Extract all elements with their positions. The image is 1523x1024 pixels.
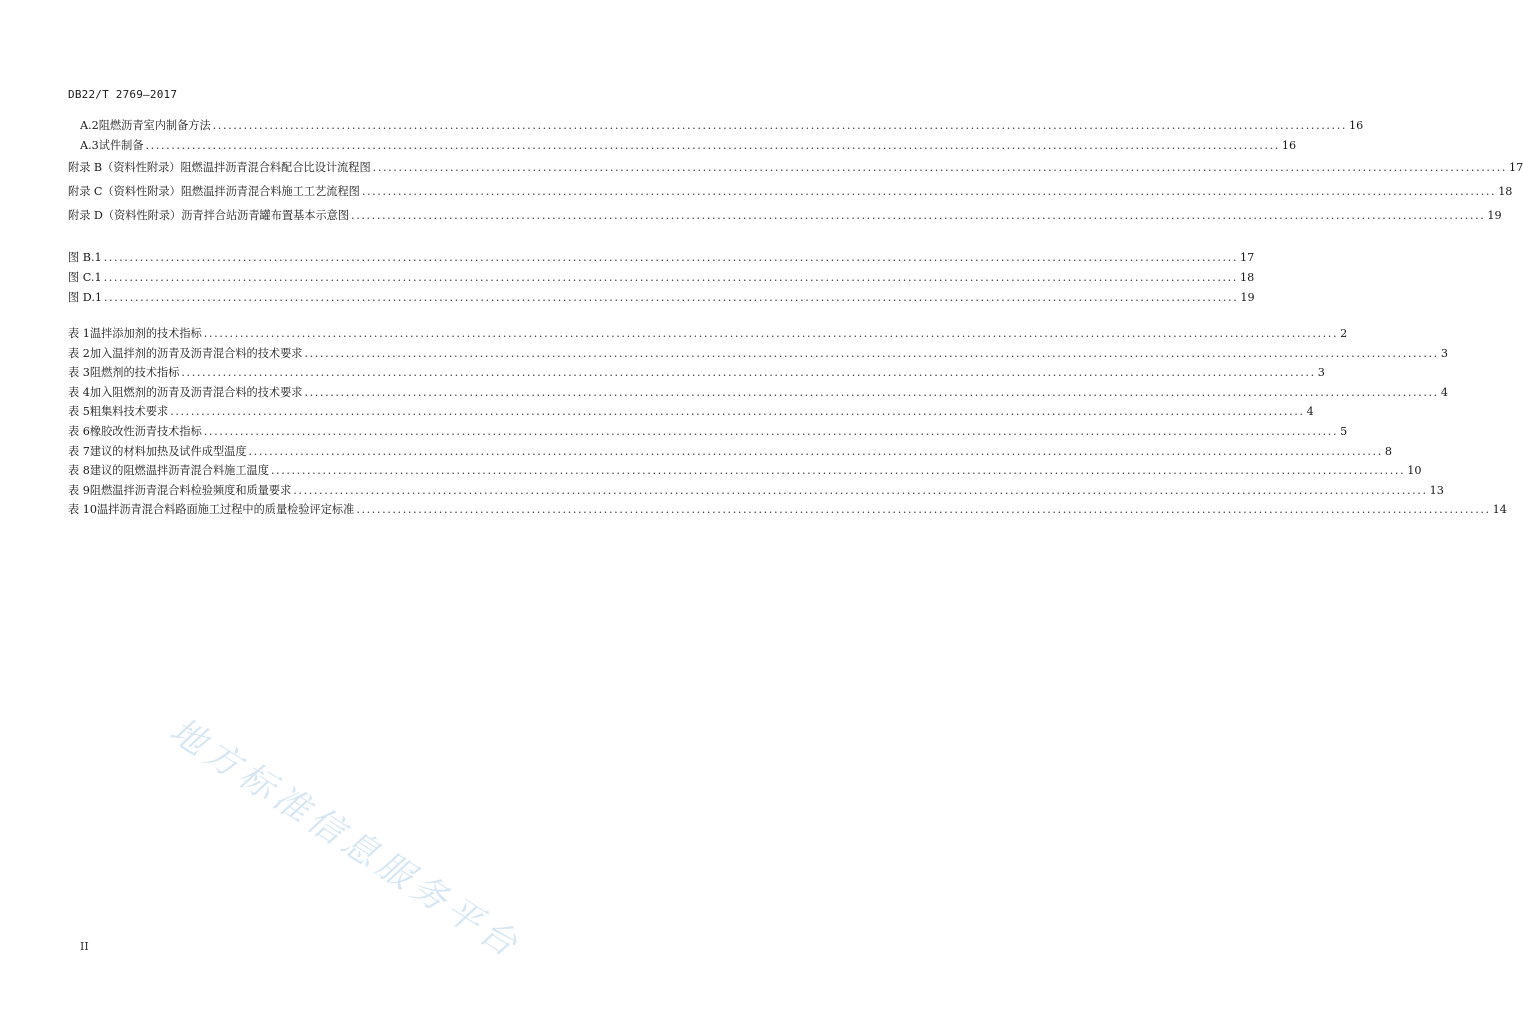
toc-leader-dots: ............................................................................................................................................................................................................................ [270, 464, 1406, 477]
toc-leader-dots: ............................................................................................................................................................................................................................ [304, 386, 1439, 399]
toc-entry[interactable] [68, 208, 1502, 224]
toc-entry-page: 8 [1384, 445, 1392, 458]
table-entry[interactable] [68, 424, 1348, 440]
toc-leader-dots: ............................................................................................................................................................................................................................ [293, 484, 1428, 497]
toc-entry-title: 沥青拌合站沥青罐布置基本示意图 [181, 209, 350, 222]
toc-entry-page: 13 [1429, 484, 1444, 497]
toc-leader-dots: ............................................................................................................................................................................................................................ [103, 251, 1238, 264]
toc-entry-page: 4 [1440, 386, 1448, 399]
figure-entry[interactable] [68, 270, 1255, 286]
toc-leader-dots: ............................................................................................................................................................................................................................ [248, 445, 1383, 458]
toc-entry[interactable] [68, 184, 1513, 200]
table-entry[interactable] [68, 326, 1348, 342]
toc-entry-page: 18 [1239, 271, 1255, 284]
page-number: II [80, 940, 89, 953]
toc-entry-title: 阻燃沥青室内制备方法 [98, 119, 211, 132]
toc-entry-label: 图 D.1 [68, 291, 102, 304]
toc-entry-label: 表 9 [68, 484, 90, 497]
toc-entry-page: 14 [1492, 503, 1507, 516]
toc-entry-page: 18 [1498, 185, 1513, 198]
toc-entry-title: 阻燃温拌沥青混合料检验频度和质量要求 [89, 484, 292, 497]
toc-entry-label: 表 1 [68, 327, 90, 340]
toc-entry-label: 表 10 [68, 503, 97, 516]
toc-entry[interactable] [80, 118, 1364, 134]
toc-entry-title: 温拌添加剂的技术指标 [89, 327, 202, 340]
toc-entry-title: 阻燃温拌沥青混合料配合比设计流程图 [180, 161, 371, 174]
figure-entry[interactable] [68, 250, 1255, 266]
toc-entry[interactable] [80, 138, 1297, 154]
toc-entry-page: 4 [1306, 405, 1314, 418]
toc-entry-page: 19 [1487, 209, 1502, 222]
toc-entry-label: 表 2 [68, 347, 90, 360]
toc-leader-dots: ............................................................................................................................................................................................................................ [356, 503, 1491, 516]
toc-entry-title: 阻燃温拌沥青混合料施工工艺流程图 [180, 185, 360, 198]
document-code: DB22/T 2769—2017 [68, 88, 178, 101]
toc-entry-page: 16 [1281, 139, 1297, 152]
toc-leader-dots: ............................................................................................................................................................................................................................ [361, 185, 1497, 198]
table-entry[interactable] [68, 365, 1325, 381]
toc-entry-label: 附录 D（资料性附录） [68, 209, 182, 222]
toc-leader-dots: ............................................................................................................................................................................................................................ [104, 291, 1239, 304]
toc-entry[interactable] [68, 160, 1523, 176]
toc-entry-page: 3 [1440, 347, 1448, 360]
toc-entry-page: 5 [1340, 425, 1348, 438]
toc-entry-label: 图 B.1 [68, 251, 102, 264]
toc-entry-page: 17 [1240, 251, 1255, 264]
toc-entry-label: 表 7 [68, 445, 90, 458]
table-entry[interactable] [68, 444, 1392, 460]
table-entry[interactable] [68, 463, 1422, 479]
toc-entry-label: 表 4 [68, 386, 90, 399]
toc-entry-label: 表 3 [68, 366, 90, 379]
toc-entry-title: 粗集料技术要求 [89, 405, 169, 418]
table-entry[interactable] [68, 346, 1448, 362]
watermark: 地方标准信息服务平台 [162, 710, 529, 968]
toc-entry-title: 建议的阻燃温拌沥青混合料施工温度 [89, 464, 269, 477]
toc-entry-page: 19 [1240, 291, 1255, 304]
toc-leader-dots: ............................................................................................................................................................................................................................ [203, 425, 1339, 438]
toc-entry-label: 表 8 [68, 464, 90, 477]
toc-entry-label: 附录 B（资料性附录） [68, 161, 181, 174]
toc-entry-title: 阻燃剂的技术指标 [89, 366, 180, 379]
toc-entry-label: 表 5 [68, 405, 90, 418]
toc-entry-label: A.2 [80, 119, 99, 132]
table-entry[interactable] [68, 385, 1448, 401]
toc-entry-title: 温拌沥青混合料路面施工过程中的质量检验评定标准 [96, 503, 355, 516]
toc-leader-dots: ............................................................................................................................................................................................................................ [145, 139, 1280, 152]
table-entry[interactable] [68, 483, 1444, 499]
toc-entry-page: 10 [1407, 464, 1422, 477]
toc-entry-title: 加入温拌剂的沥青及沥青混合料的技术要求 [89, 347, 303, 360]
toc-leader-dots: ............................................................................................................................................................................................................................ [351, 209, 1486, 222]
toc-entry-page: 17 [1509, 161, 1523, 174]
toc-entry-title: 加入阻燃剂的沥青及沥青混合料的技术要求 [89, 386, 303, 399]
toc-leader-dots: ............................................................................................................................................................................................................................ [203, 327, 1339, 340]
figure-entry[interactable] [68, 290, 1255, 306]
toc-entry-title: 橡胶改性沥青技术指标 [89, 425, 202, 438]
toc-entry-page: 3 [1317, 366, 1325, 379]
toc-entry-label: 表 6 [68, 425, 90, 438]
toc-entry-label: A.3 [80, 139, 99, 152]
toc-leader-dots: ............................................................................................................................................................................................................................ [103, 271, 1238, 284]
toc-leader-dots: ............................................................................................................................................................................................................................ [170, 405, 1305, 418]
toc-entry-title: 试件制备 [98, 139, 144, 152]
toc-entry-label: 附录 C（资料性附录） [68, 185, 181, 198]
toc-leader-dots: ............................................................................................................................................................................................................................ [304, 347, 1439, 360]
toc-entry-page: 16 [1349, 119, 1364, 132]
table-entry[interactable] [68, 502, 1507, 518]
toc-entry-page: 2 [1340, 327, 1348, 340]
toc-entry-title: 建议的材料加热及试件成型温度 [89, 445, 247, 458]
toc-leader-dots: ............................................................................................................................................................................................................................ [372, 161, 1508, 174]
toc-entry-label: 图 C.1 [68, 271, 102, 284]
toc-leader-dots: ............................................................................................................................................................................................................................ [212, 119, 1348, 132]
toc-leader-dots: ............................................................................................................................................................................................................................ [181, 366, 1316, 379]
table-entry[interactable] [68, 404, 1314, 420]
